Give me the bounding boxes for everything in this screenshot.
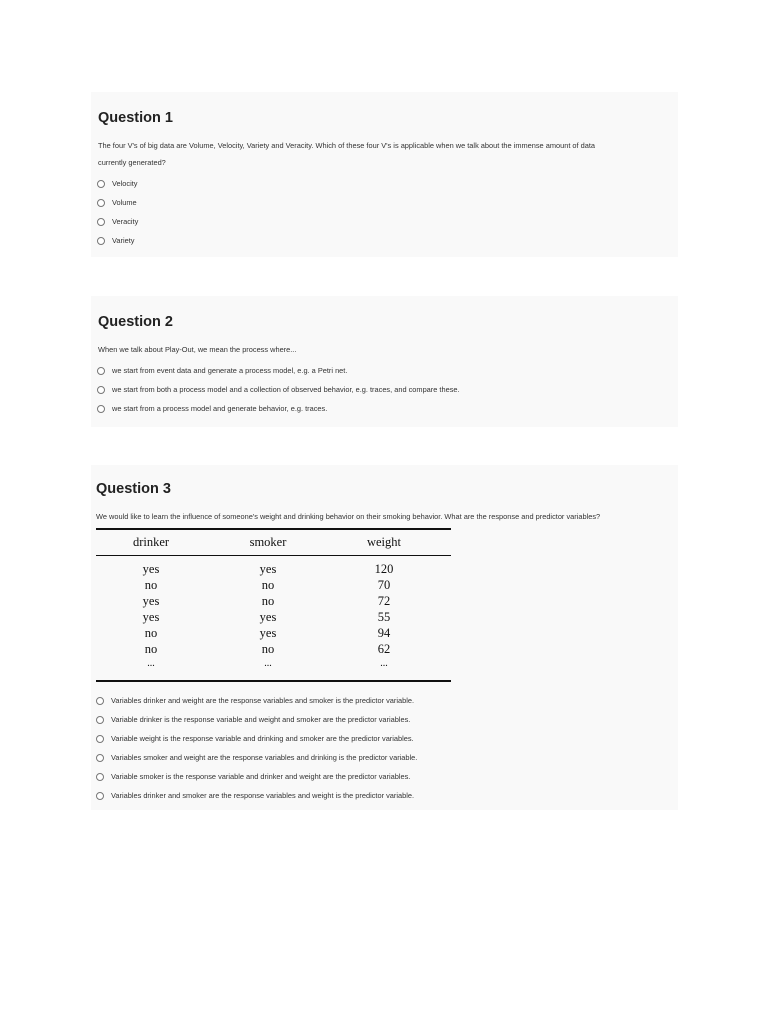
table-cell: 62 bbox=[377, 642, 391, 656]
question-1-card bbox=[91, 92, 678, 257]
table-cell-ellipsis: ... bbox=[147, 658, 155, 669]
radio-button[interactable] bbox=[96, 697, 104, 705]
q2-option-1[interactable] bbox=[97, 366, 347, 375]
table-cell: no bbox=[144, 626, 158, 640]
q3-option-1[interactable] bbox=[96, 696, 414, 705]
q1-option-1[interactable] bbox=[97, 179, 137, 188]
q3-option-5[interactable] bbox=[96, 772, 410, 781]
question-1-title: Question 1 bbox=[98, 110, 173, 126]
radio-button[interactable] bbox=[97, 199, 105, 207]
radio-button[interactable] bbox=[96, 735, 104, 743]
q2-option-3-label: we start from a process model and generate behavior, e.g. traces. bbox=[112, 404, 328, 413]
question-3-title: Question 3 bbox=[96, 481, 171, 497]
table-cell: yes bbox=[259, 626, 277, 640]
q1-option-2-label: Volume bbox=[112, 198, 137, 207]
q3-option-2-label: Variable drinker is the response variable and weight and smoker are the predictor variables. bbox=[111, 715, 411, 724]
q3-option-1-label: Variables drinker and weight are the response variables and smoker is the predictor variable. bbox=[111, 696, 415, 705]
question-3-card bbox=[91, 465, 678, 810]
q3-option-5-label: Variable smoker is the response variable and drinker and weight are the predictor variables. bbox=[111, 772, 411, 781]
table-cell-ellipsis: ... bbox=[380, 658, 388, 669]
radio-button[interactable] bbox=[97, 386, 105, 394]
radio-button[interactable] bbox=[96, 716, 104, 724]
q1-option-1-label: Velocity bbox=[112, 179, 138, 188]
question-3-text: We would like to learn the influence of someone's weight and drinking behavior on their smoking behavior. What are the response and predictor variables? bbox=[96, 512, 601, 521]
question-2-card bbox=[91, 296, 678, 427]
table-cell: no bbox=[144, 642, 158, 656]
table-cell: no bbox=[261, 594, 275, 608]
q3-option-3[interactable] bbox=[96, 734, 414, 743]
table-cell: 72 bbox=[377, 594, 391, 608]
q3-option-2[interactable] bbox=[96, 715, 410, 724]
q2-option-2-label: we start from both a process model and a collection of observed behavior, e.g. traces, and compare these. bbox=[112, 385, 460, 394]
table-top-rule bbox=[96, 528, 451, 530]
question-1-text-line-2: currently generated? bbox=[98, 158, 166, 167]
question-2-text: When we talk about Play-Out, we mean the process where... bbox=[98, 345, 297, 354]
table-cell: yes bbox=[259, 562, 277, 576]
radio-button[interactable] bbox=[97, 180, 105, 188]
radio-button[interactable] bbox=[97, 405, 105, 413]
q3-option-3-label: Variable weight is the response variable and drinking and smoker are the predictor variables. bbox=[111, 734, 414, 743]
radio-button[interactable] bbox=[96, 773, 104, 781]
question-1-text-line-1: The four V's of big data are Volume, Velocity, Variety and Veracity. Which of these four V's is applicable when we talk about the immense amount of data bbox=[98, 141, 596, 150]
q2-option-2[interactable] bbox=[97, 385, 460, 394]
table-cell: yes bbox=[142, 594, 160, 608]
radio-button[interactable] bbox=[97, 237, 105, 245]
table-cell: 120 bbox=[374, 562, 394, 576]
q3-option-4[interactable] bbox=[96, 753, 417, 762]
radio-button[interactable] bbox=[97, 367, 105, 375]
question-2-title: Question 2 bbox=[98, 314, 173, 330]
q1-option-4[interactable] bbox=[97, 236, 134, 245]
q3-option-6[interactable] bbox=[96, 791, 414, 800]
q1-option-4-label: Variety bbox=[112, 236, 135, 245]
table-header-weight: weight bbox=[366, 535, 402, 549]
table-cell: 55 bbox=[377, 610, 391, 624]
q2-option-1-label: we start from event data and generate a process model, e.g. a Petri net. bbox=[112, 366, 348, 375]
q1-option-3[interactable] bbox=[97, 217, 138, 226]
table-cell: yes bbox=[142, 610, 160, 624]
table-cell: yes bbox=[142, 562, 160, 576]
radio-button[interactable] bbox=[97, 218, 105, 226]
table-cell-ellipsis: ... bbox=[264, 658, 272, 669]
table-cell: no bbox=[261, 642, 275, 656]
table-bottom-rule bbox=[96, 680, 451, 682]
table-cell: no bbox=[144, 578, 158, 592]
radio-button[interactable] bbox=[96, 792, 104, 800]
q2-option-3[interactable] bbox=[97, 404, 327, 413]
table-header-rule bbox=[96, 555, 451, 556]
table-cell: no bbox=[261, 578, 275, 592]
q1-option-2[interactable] bbox=[97, 198, 137, 207]
table-cell: 70 bbox=[377, 578, 391, 592]
question-1-text bbox=[98, 137, 595, 171]
table-header-smoker: smoker bbox=[249, 535, 287, 549]
q3-option-4-label: Variables smoker and weight are the response variables and drinking is the predictor variable. bbox=[111, 753, 418, 762]
q1-option-3-label: Veracity bbox=[112, 217, 139, 226]
q3-option-6-label: Variables drinker and smoker are the response variables and weight is the predictor variable. bbox=[111, 791, 415, 800]
table-cell: 94 bbox=[377, 626, 391, 640]
radio-button[interactable] bbox=[96, 754, 104, 762]
table-cell: yes bbox=[259, 610, 277, 624]
table-header-drinker: drinker bbox=[132, 535, 170, 549]
